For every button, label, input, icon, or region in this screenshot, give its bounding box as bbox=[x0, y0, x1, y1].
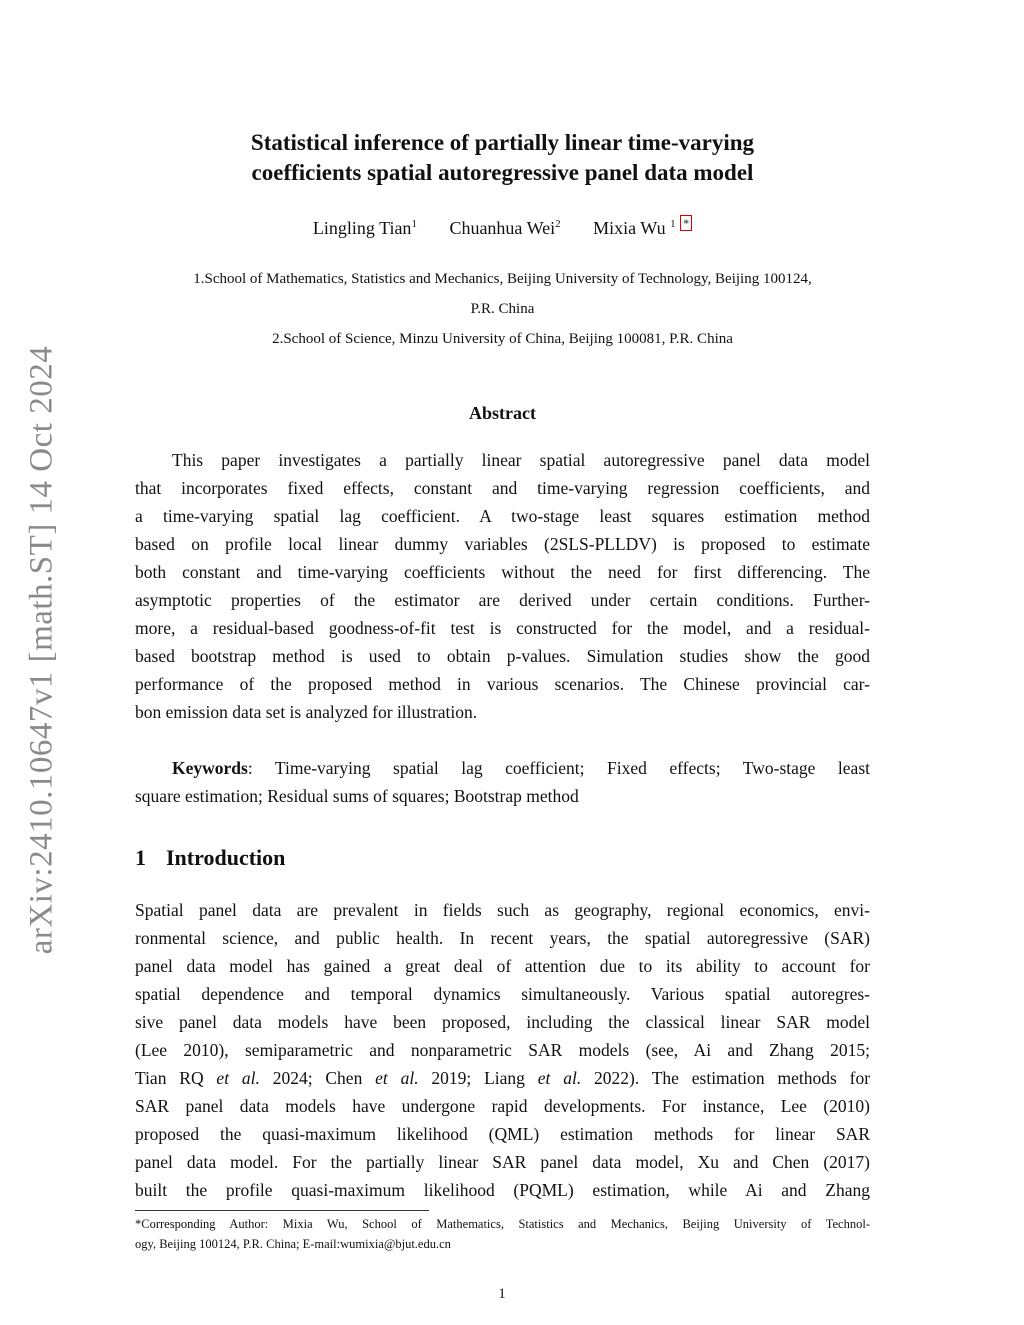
intro-line: ronmental science, and public health. In recent years, the spatial autoregressive (SAR) bbox=[135, 928, 870, 948]
footnote-line: *Corresponding Author: Mixia Wu, School of Mathematics, Statistics and Mechanics, Beijing University of Technol- bbox=[135, 1217, 870, 1231]
title-line: Statistical inference of partially linear time-varying bbox=[250, 130, 755, 155]
abstract-heading: Abstract bbox=[469, 403, 536, 423]
intro-line: Spatial panel data are prevalent in fields such as geography, regional economics, envi- bbox=[135, 900, 870, 920]
author-list bbox=[135, 216, 870, 239]
intro-line: SAR panel data models have undergone rapid developments. For instance, Lee (2010) bbox=[135, 1096, 870, 1116]
keywords-label: Keywords bbox=[172, 758, 248, 778]
abstract-line: both constant and time-varying coefficients without the need for first differencing. The bbox=[135, 562, 870, 582]
intro-line: spatial dependence and temporal dynamics simultaneously. Various spatial autoregres- bbox=[135, 984, 870, 1004]
section-heading bbox=[135, 845, 285, 871]
affiliation-1-cont: P.R. China bbox=[470, 301, 535, 317]
affiliation-2: 2.School of Science, Minzu University of China, Beijing 100081, P.R. China bbox=[272, 331, 733, 347]
paper-title bbox=[135, 128, 870, 188]
intro-body bbox=[135, 896, 870, 1204]
abstract-line: based on profile local linear dummy variables (2SLS-PLLDV) is proposed to estimate bbox=[135, 534, 870, 554]
intro-line: (Lee 2010), semiparametric and nonparametric SAR models (see, Ai and Zhang 2015; bbox=[135, 1040, 870, 1060]
intro-line: sive panel data models have been proposed, including the classical linear SAR model bbox=[135, 1012, 870, 1032]
author: Lingling Tian$^1$ bbox=[312, 218, 417, 238]
abstract-line: based bootstrap method is used to obtain p-values. Simulation studies show the good bbox=[135, 646, 870, 666]
abstract-line: bon emission data set is analyzed for illustration. bbox=[135, 702, 478, 722]
abstract-line: This paper investigates a partially linear spatial autoregressive panel data model bbox=[172, 450, 870, 470]
page-number: 1 bbox=[498, 1286, 506, 1302]
abstract-line: more, a residual-based goodness-of-fit test is constructed for the model, and a residual- bbox=[135, 618, 870, 638]
title-line: coefficients spatial autoregressive panel data model bbox=[251, 160, 754, 185]
abstract-body bbox=[135, 446, 870, 726]
abstract-line: performance of the proposed method in various scenarios. The Chinese provincial car- bbox=[135, 674, 870, 694]
keywords-line: Keywords: Time-varying spatial lag coefficient; Fixed effects; Two-stage least bbox=[172, 758, 870, 778]
affiliation-1: 1.School of Mathematics, Statistics and Mechanics, Beijing University of Technology, Beijing 100124, bbox=[193, 271, 812, 287]
keywords bbox=[135, 754, 870, 810]
intro-line: panel data model. For the partially linear SAR panel data model, Xu and Chen (2017) bbox=[135, 1152, 870, 1172]
footnote-line: ogy, Beijing 100124, P.R. China; E-mail:wumixia@bjut.edu.cn bbox=[135, 1237, 451, 1251]
abstract-line: that incorporates fixed effects, constant and time-varying regression coefficients, and bbox=[135, 478, 870, 498]
arxiv-side-stamp: arXiv:2410.10647v1 [math.ST] 14 Oct 2024 bbox=[23, 345, 60, 955]
intro-line: proposed the quasi-maximum likelihood (QML) estimation methods for linear SAR bbox=[135, 1124, 870, 1144]
section-title: Introduction bbox=[166, 845, 286, 870]
intro-line: built the profile quasi-maximum likelihood (PQML) estimation, while Ai and Zhang bbox=[135, 1180, 870, 1200]
intro-line: Tian RQ et al. 2024; Chen et al. 2019; Liang et al. 2022). The estimation methods for bbox=[135, 1068, 871, 1088]
author: Mixia Wu $^1$ * bbox=[593, 216, 692, 239]
intro-line: panel data model has gained a great deal of attention due to its ability to account for bbox=[135, 956, 870, 976]
abstract-line: asymptotic properties of the estimator are derived under certain conditions. Further- bbox=[135, 590, 870, 610]
footnote-divider bbox=[135, 1210, 429, 1211]
footnote bbox=[135, 1214, 870, 1254]
author: Chuanhua Wei$^2$ bbox=[449, 218, 561, 238]
corresponding-footnote-link[interactable]: * bbox=[680, 215, 692, 231]
section-number: 1 bbox=[135, 845, 146, 870]
keywords-line: square estimation; Residual sums of squares; Bootstrap method bbox=[135, 786, 579, 806]
abstract-line: a time-varying spatial lag coefficient. A two-stage least squares estimation method bbox=[135, 506, 870, 526]
